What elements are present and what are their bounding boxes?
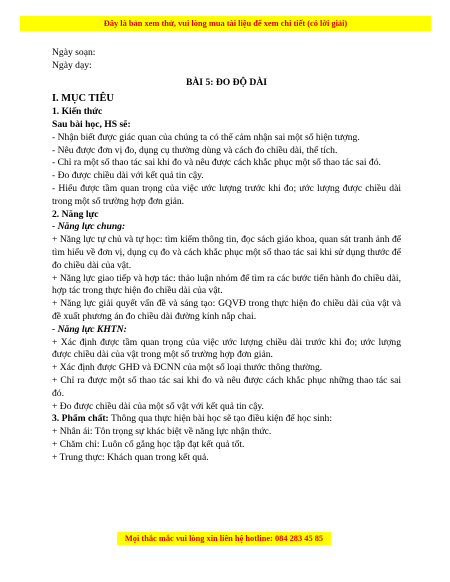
general-competence-item: + Năng lực giải quyết vấn đề và sáng tạo: GQVĐ trong thực hiện đo chiều dài của vật và đề xuất phương án đo chiều dài đường kính nắp chai. — [52, 298, 401, 322]
knowledge-item: - Nêu được đơn vị đo, dụng cụ thường dùng và cách đo chiều dài, thể tích. — [52, 144, 338, 156]
knowledge-item: - Chỉ ra một số thao tác sai khi đo và nêu được cách khắc phục một số thao tác sai đó. — [52, 157, 381, 169]
qualities-heading: 3. Phẩm chất: — [52, 413, 109, 425]
teach-date-label: Ngày dạy: — [52, 59, 92, 71]
general-competence-item: + Năng lực tự chủ và tự học: tìm kiếm thông tin, đọc sách giáo khoa, quan sát tranh ảnh để tìm hiểu về đơn vị, dụng cụ đo và cách khắc phục một số thao tác sai khi sử dụng thước để đo chiều dài của vật. — [52, 234, 401, 271]
hotline-footer-banner: Mọi thắc mắc vui lòng xin liên hệ hotline: 084 283 45 85 — [117, 532, 331, 545]
knowledge-item: - Hiểu được tầm quan trọng của việc ước lượng trước khi đo; ước lượng được chiều dài trong một số trường hợp đơn giản. — [52, 182, 401, 207]
knowledge-item: - Nhận biết được giác quan của chúng ta có thể cảm nhận sai một số hiện tượng. — [52, 131, 360, 143]
khtn-competence-item: + Chỉ ra được một số thao tác sai khi đo và nêu được cách khắc phục những thao tác sai đó. — [52, 374, 401, 399]
general-competence-item: + Năng lực giao tiếp và hợp tác: thảo luận nhóm để tìm ra các bước tiến hành đo chiều dài, hợp tác trong thực hiện đo chiều dài của vật. — [52, 272, 401, 297]
general-competence-label: - Năng lực chung: — [52, 221, 126, 233]
khtn-competence-item: + Xác định được GHĐ và ĐCNN của một số loại thước thông thường. — [52, 362, 323, 374]
lesson-plan-body — [52, 47, 401, 465]
khtn-competence-item: + Xác định được tầm quan trọng của việc ước lượng chiều dài trước khi đo; ước lượng được chiều dài của vật trong một số trường hợp đơn giản. — [52, 336, 401, 361]
quality-item: + Chăm chỉ: Luôn cố gắng học tập đạt kết quả tốt. — [52, 438, 245, 450]
knowledge-heading: 1. Kiến thức — [52, 106, 103, 118]
after-lesson-label: Sau bài học, HS sẽ: — [52, 118, 131, 130]
lesson-title: BÀI 5: ĐO ĐỘ DÀI — [185, 76, 268, 88]
prep-date-label: Ngày soạn: — [52, 47, 96, 58]
khtn-competence-label: - Năng lực KHTN: — [52, 323, 127, 335]
competence-heading: 2. Năng lực — [52, 208, 99, 220]
knowledge-item: - Đo được chiều dài với kết quả tin cậy. — [52, 170, 204, 182]
quality-item: + Trung thực: Khách quan trong kết quả. — [52, 451, 209, 463]
section-objectives-heading: I. MỤC TIÊU — [52, 93, 114, 105]
qualities-line — [52, 413, 401, 426]
qualities-intro: Thông qua thực hiện bài học sẽ tạo điều kiện để học sinh: — [108, 413, 332, 425]
preview-notice-banner: Đây là bản xem thử, vui lòng mua tài liệu để xem chi tiết (có lời giải) — [20, 16, 431, 31]
quality-item: + Nhân ái: Tôn trọng sự khác biệt về năng lực nhận thức. — [52, 426, 272, 438]
khtn-competence-item: + Đo được chiều dài của một số vật với kết quả tin cậy. — [52, 400, 264, 412]
